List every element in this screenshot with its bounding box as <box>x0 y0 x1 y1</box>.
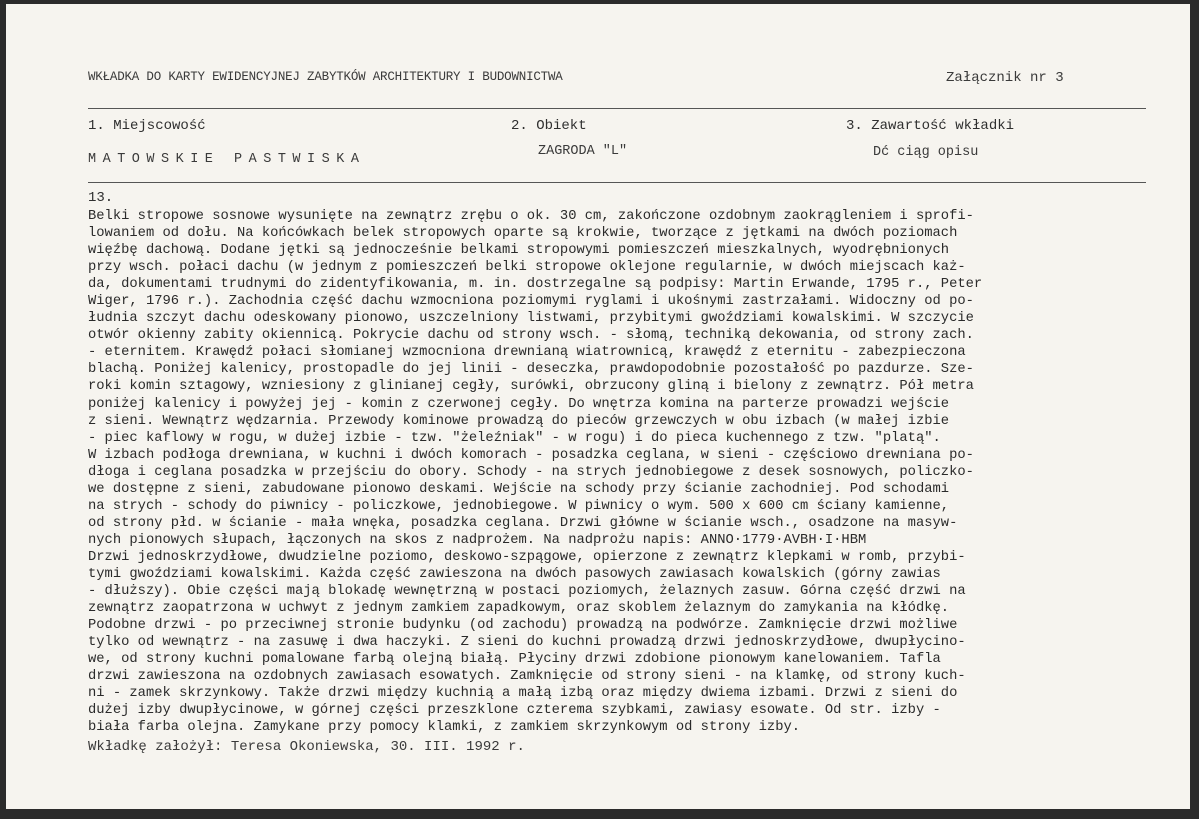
description-text <box>88 208 1148 736</box>
description-line: tymi gwoździami kowalskimi. Każda część zawieszona na dwóch pasowych zawiasach kowalskich (górny zawias <box>88 566 941 582</box>
fields-divider <box>88 182 1146 183</box>
description-line: blachą. Poniżej kalenicy, prostopadle do jej linii - deseczka, prawdopodobnie pozostałość po pazdurze. Sze- <box>88 362 974 378</box>
form-title: WKŁADKA DO KARTY EWIDENCYJNEJ ZABYTKÓW ARCHITEKTURY I BUDOWNICTWA <box>88 70 563 84</box>
description-line: Belki stropowe sosnowe wysunięte na zewnątrz zrębu o ok. 30 cm, zakończone ozdobnym zaokrągleniem i sprofi- <box>88 209 974 224</box>
place-label: 1. Miejscowość <box>88 118 206 134</box>
description-line: - eternitem. Krawędź połaci słomianej wzmocniona drewnianą wiatrownicą, krawędź z eternitu - zabezpieczona <box>88 345 966 361</box>
description-line: Wiger, 1796 r.). Zachodnia część dachu wzmocniona poziomymi ryglami i ukośnymi zastrzałami. Widoczny od po- <box>88 294 974 310</box>
description-line: nych pionowych słupach, łączonych na skos z nadprożem. Na nadprożu napis: ANNO·1779·AVBH·I·HBM <box>88 532 867 548</box>
description-line: Podobne drzwi - po przeciwnej stronie budynku (od zachodu) prowadzą na podwórze. Zamknięcie drzwi możliwe <box>88 618 958 634</box>
description-line: dłoga i ceglana posadzka w przejściu do obory. Schody - na strych jednobiegowe z desek sosnowych, policzko- <box>88 464 974 480</box>
place-value: MATOWSKIE PASTWISKA <box>88 152 366 167</box>
description-line: lowaniem od dołu. Na końcówkach belek stropowych oparte są krokwie, tworzące z jętkami na dwóch poziomach <box>88 226 958 242</box>
description-line: tylko od wewnątrz - na zasuwę i dwa haczyki. Z sieni do kuchni prowadzą drzwi jednoskrzydłowe, dwupłycino- <box>88 635 966 651</box>
description-line: we, od strony kuchni pomalowane farbą olejną białą. Płyciny drzwi zdobione pionowym kanelowaniem. Tafla <box>88 652 941 668</box>
description-line: otwór okienny zabity okiennicą. Pokrycie dachu od strony wsch. - słomą, techniką dekowania, od strony zach. <box>88 328 974 344</box>
description-line: więźbę dachową. Dodane jętki są jednocześnie belkami stropowymi pomieszczeń mieszkalnych, wyodrębnionych <box>88 243 950 259</box>
description-line: - dłuższy). Obie części mają blokadę wewnętrzną w postaci poziomych, żelaznych zasuw. Górna część drzwi na <box>88 584 966 600</box>
description-line: roki komin sztagowy, wzniesiony z glinianej cegły, surówki, obrzucony gliną i bielony z zewnątrz. Pół metra <box>88 379 974 395</box>
object-label: 2. Obiekt <box>511 118 587 134</box>
content-value: Dć ciąg opisu <box>873 145 979 160</box>
description-line: we dostępne z sieni, zabudowane pionowo deskami. Wejście na schody przy ścianie zachodniej. Pod schodami <box>88 481 950 497</box>
description-line: dużej izby dwupłycinowe, w górnej części przeszklone czterema szybkami, zawiasy esowate. Od str. izby - <box>88 703 941 719</box>
header-divider <box>88 108 1146 109</box>
description-line: od strony płd. w ścianie - mała wnęka, posadzka ceglana. Drzwi główne w ścianie wsch., osadzone na masyw- <box>88 515 958 531</box>
author-note: Wkładkę założył: Teresa Okoniewska, 30. III. 1992 r. <box>88 739 525 755</box>
description-line: zewnątrz zaopatrzona w uchwyt z jednym zamkiem zapadkowym, oraz skoblem żelaznym do zamykania na kłódkę. <box>88 601 950 617</box>
description-line: przy wsch. połaci dachu (w jednym z pomieszczeń belki stropowe oklejone regularnie, w dwóch miejscach każ- <box>88 260 966 276</box>
annex-number: Załącznik nr 3 <box>946 70 1064 86</box>
description-line: da, dokumentami trudnymi do zidentyfikowania, m. in. dostrzegalne są podpisy: Martin Erwande, 1795 r., Peter <box>88 277 983 293</box>
description-line: z sieni. Wewnątrz wędzarnia. Przewody kominowe prowadzą do pieców grzewczych w obu izbach (w małej izbie <box>88 413 950 429</box>
description-line: Drzwi jednoskrzydłowe, dwudzielne poziomo, deskowo-szpągowe, opierzone z zewnątrz klepkami w romb, przybi- <box>88 549 966 565</box>
description-line: na strych - schody do piwnicy - policzkowe, jednobiegowe. W piwnicy o wym. 500 x 600 cm ściany kamienne, <box>88 498 950 514</box>
section-number: 13. <box>88 190 114 206</box>
object-value: ZAGRODA "L" <box>538 144 628 159</box>
description-line: ni - zamek skrzynkowy. Także drzwi między kuchnią a małą izbą oraz między dwiema izbami. Drzwi z sieni do <box>88 686 958 702</box>
description-line: biała farba olejna. Zamykane przy pomocy klamki, z zamkiem skrzynkowym od strony izby. <box>88 720 801 736</box>
description-line: poniżej kalenicy i powyżej jej - komin z czerwonej cegły. Do wnętrza komina na parterze prowadzi wejście <box>88 396 950 412</box>
description-line: drzwi zawieszona na ozdobnych zawiasach esowatych. Zamknięcie od strony sieni - na klamkę, od strony kuch- <box>88 669 966 685</box>
content-label: 3. Zawartość wkładki <box>846 118 1015 134</box>
record-card <box>6 4 1190 809</box>
description-line: - piec kaflowy w rogu, w dużej izbie - tzw. "żeleźniak" - w rogu) i do pieca kuchennego z tzw. "platą". <box>88 430 941 446</box>
description-line: łudnia szczyt dachu odeskowany pionowo, uszczelniony listwami, przybitymi gwoździami kowalskimi. W szczycie <box>88 311 974 327</box>
description-line: W izbach podłoga drewniana, w kuchni i dwóch komorach - posadzka ceglana, w sieni - częściowo drewniana po- <box>88 447 974 463</box>
